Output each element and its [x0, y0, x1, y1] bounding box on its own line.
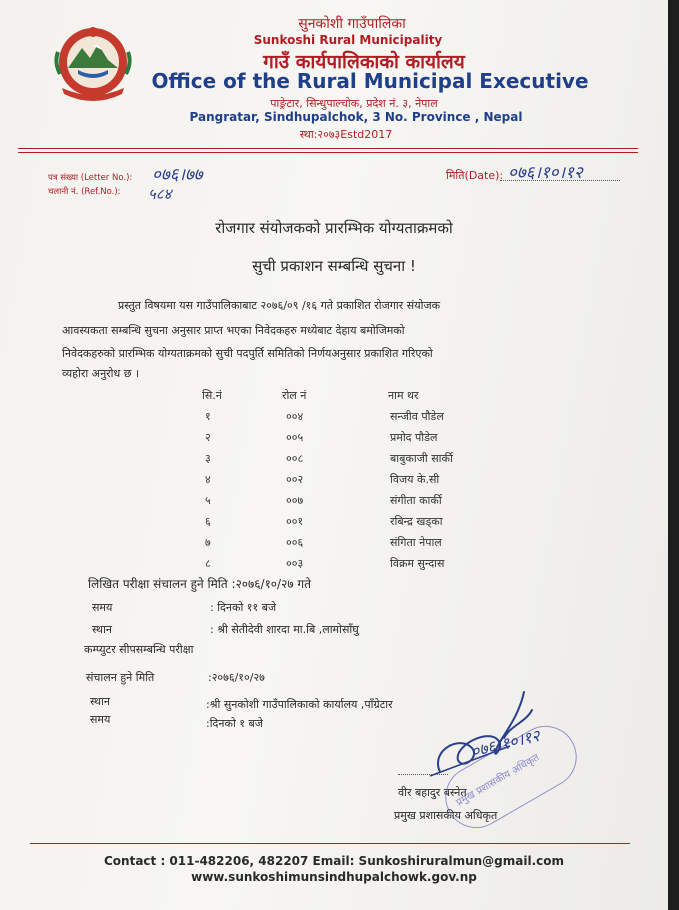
written-exam-place-value: : श्री सेतीदेवी शारदा मा.बि ,लामोसाँघु: [210, 623, 359, 636]
footer-website: www.sunkoshimunsindhupalchowk.gov.np: [191, 870, 477, 884]
row-name: प्रमोद पौडेल: [390, 431, 438, 444]
row-name: विक्रम सुन्दास: [390, 557, 445, 570]
stamp-text: प्रमुख प्रशासकीय अधिकृत: [454, 752, 542, 809]
row-roll: ००७: [286, 494, 304, 507]
row-roll: ००६: [286, 536, 304, 549]
row-sn: ३: [205, 452, 211, 465]
written-exam-time-label: समय: [92, 601, 113, 614]
ref-no-value: ५८४: [148, 185, 172, 203]
computer-exam-heading: कम्प्युटर सीपसम्बन्धि परीक्षा: [84, 643, 194, 656]
letter-no-label: पत्र संख्या (Letter No.):: [48, 173, 133, 183]
ref-no-label: चलानी नं. (Ref.No.):: [48, 187, 121, 197]
signatory-name: वीर बहादुर बस्नेत: [398, 786, 467, 799]
row-sn: ४: [205, 473, 211, 486]
row-sn: ७: [205, 536, 211, 549]
paragraph-line-2: आवस्यकता सम्बन्धि सुचना अनुसार प्राप्त भएका निवेदकहरु मध्येबाट देहाय बमोजिमको: [62, 324, 405, 337]
row-name: विजय के.सी: [390, 473, 440, 486]
footer-contact: Contact : 011-482206, 482207 Email: Sunkoshiruralmun@gmail.com: [103, 854, 565, 868]
paragraph-line-1: प्रस्तुत विषयमा यस गाउँपालिकाबाट २०७६/०९ /१६ गते प्रकाशित रोजगार संयोजक: [118, 299, 441, 312]
row-roll: ००१: [286, 515, 304, 528]
table-header-roll: रोल नं: [282, 389, 307, 402]
row-sn: ६: [205, 515, 211, 528]
row-roll: ००५: [286, 431, 304, 444]
subject-line-1: रोजगार संयोजकको प्रारम्भिक योग्यताक्रमको: [215, 219, 453, 237]
row-name: सन्जीव पौडेल: [390, 410, 444, 423]
footer-divider: [30, 843, 630, 844]
row-roll: ००३: [286, 557, 304, 570]
table-header-name: नाम थर: [388, 389, 419, 402]
address-english: Pangratar, Sindhupalchok, 3 No. Province , Nepal: [189, 110, 523, 124]
row-sn: २: [205, 431, 211, 444]
letterhead-divider: [18, 148, 638, 149]
row-sn: ८: [205, 557, 211, 570]
written-exam-place-label: स्थान: [92, 623, 113, 636]
date-value: ०७६।१०।१२: [508, 163, 583, 183]
subject-line-2: सुची प्रकाशन सम्बन्धि सुचना !: [252, 257, 416, 275]
table-header-sn: सि.नं: [202, 389, 222, 402]
written-exam-time-value: : दिनको ११ बजे: [210, 601, 277, 614]
signature-handwritten-date: ०७६।१०।१२: [468, 725, 542, 762]
row-name: बाबुकाजी सार्की: [390, 452, 453, 465]
municipality-name-nepali: सुनकोशी गाउँपालिका: [298, 16, 406, 32]
row-name: रबिन्द्र खड्का: [390, 515, 443, 528]
computer-exam-time-label: समय: [90, 713, 111, 726]
signatory-title: प्रमुख प्रशासकीय अधिकृत: [394, 809, 498, 822]
row-sn: ५: [205, 494, 211, 507]
computer-exam-date-value: :२०७६/१०/२७: [208, 671, 265, 684]
date-dotted-line: [500, 180, 620, 181]
computer-exam-date-label: संचालन हुने मिति: [86, 671, 155, 684]
computer-exam-time-value: :दिनको १ बजे: [206, 717, 263, 730]
written-exam-heading: लिखित परीक्षा संचालन हुने मिति :२०७६/१०/२७ गते: [88, 577, 311, 591]
computer-exam-place-label: स्थान: [90, 695, 111, 708]
paragraph-line-3: निवेदकहरुको प्रारम्भिक योग्यताक्रमको सुची पदपुर्ति समितिको निर्णयअनुसार प्रकाशित गरिएको: [62, 347, 433, 360]
office-name-english: Office of the Rural Municipal Executive: [151, 69, 589, 93]
row-roll: ००८: [286, 452, 304, 465]
municipality-name-english: Sunkoshi Rural Municipality: [253, 33, 443, 47]
date-label: मिति(Date):: [446, 169, 504, 182]
signature-dotted-line: [398, 774, 448, 775]
row-roll: ००२: [286, 473, 304, 486]
computer-exam-place-value: :श्री सुनकोशी गाउँपालिकाको कार्यालय ,पाँग्रेटार: [206, 698, 393, 711]
row-roll: ००४: [286, 410, 304, 423]
background-edge: [668, 0, 679, 910]
address-nepali: पाङ्रेटार, सिन्धुपाल्चोक, प्रदेश नं. ३, नेपाल: [270, 97, 438, 110]
row-sn: १: [205, 410, 211, 423]
paragraph-line-4: व्यहोरा अनुरोध छ ।: [62, 367, 140, 380]
letter-no-value: ०७६।७७: [152, 165, 203, 185]
letterhead-divider-thin: [18, 152, 638, 153]
row-name: संगिता नेपाल: [390, 536, 442, 549]
established-year: स्था:२०७३Estd2017: [299, 128, 393, 141]
row-name: संगीता कार्की: [390, 494, 442, 507]
office-name-nepali: गाउँ कार्यपालिकाको कार्यालय: [263, 51, 465, 73]
